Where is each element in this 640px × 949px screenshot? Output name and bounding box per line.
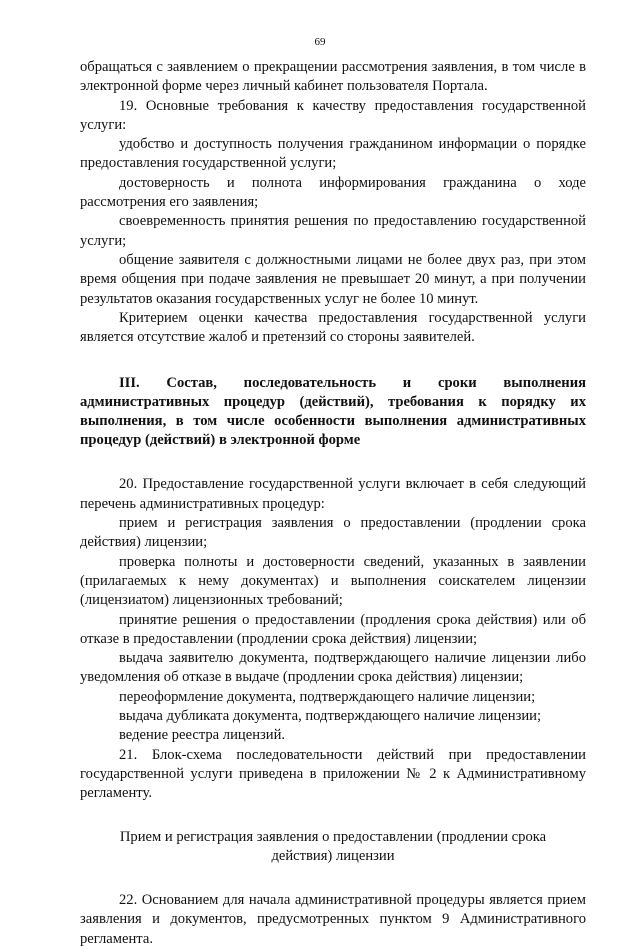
paragraph: ведение реестра лицензий.	[119, 727, 286, 744]
paragraph: принятие решения о предоставлении (продления срока действия) или об отказе в предоставлении (продлении срока действия) лицензии;	[80, 611, 586, 647]
section-heading: III. Состав, последовательность и сроки выполнения административных процедур (действий), требования к порядку их выполнения, в том числе особенности выполнения административных процедур (действий) в электронной форме	[80, 375, 586, 449]
paragraph: выдача заявителю документа, подтверждающего наличие лицензии либо уведомления об отказе в выдаче (продлении срока действия) лицензии;	[80, 650, 586, 686]
paragraph: удобство и доступность получения гражданином информации о порядке предоставления государственной услуги;	[80, 136, 586, 172]
paragraph: переоформление документа, подтверждающего наличие лицензии;	[119, 688, 536, 705]
paragraph: 19. Основные требования к качеству предоставления государственной услуги:	[80, 97, 586, 133]
paragraph: достоверность и полнота информирования гражданина о ходе рассмотрения его заявления;	[80, 174, 586, 211]
paragraph: проверка полноты и достоверности сведений, указанных в заявлении (прилагаемых к нему документах) и выполнения соискателем лицензии (лицензиатом) лицензионных требований;	[80, 553, 586, 609]
paragraph: прием и регистрация заявления о предоставлении (продлении срока действия) лицензии;	[80, 515, 586, 551]
paragraph: выдача дубликата документа, подтверждающего наличие лицензии;	[119, 708, 542, 725]
paragraph: общение заявителя с должностными лицами не более двух раз, при этом время общения при подаче заявления не превышает 20 минут, а при получении результатов оказания государственных услуг не более 10 минут.	[80, 251, 586, 307]
paragraph: 22. Основанием для начала административной процедуры является прием заявления и документов, предусмотренных пунктом 9 Административного регламента.	[80, 892, 586, 947]
paragraph: 21. Блок-схема последовательности действий при предоставлении государственной услуги приведена в приложении № 2 к Административному регламенту.	[80, 746, 586, 802]
paragraph: своевременность принятия решения по предоставлению государственной услуги;	[80, 213, 586, 249]
document-body	[80, 58, 586, 949]
subsection-heading: Прием и регистрация заявления о предоставлении (продлении срока действия) лицензии	[119, 828, 547, 864]
paragraph: обращаться с заявлением о прекращении рассмотрения заявления, в том числе в электронной форме через личный кабинет пользователя Портала.	[80, 59, 586, 95]
paragraph: 20. Предоставление государственной услуги включает в себя следующий перечень административных процедур:	[80, 476, 586, 512]
paragraph: Критерием оценки качества предоставления государственной услуги является отсутствие жалоб и претензий со стороны заявителей.	[80, 309, 586, 346]
page-number: 69	[314, 36, 326, 48]
